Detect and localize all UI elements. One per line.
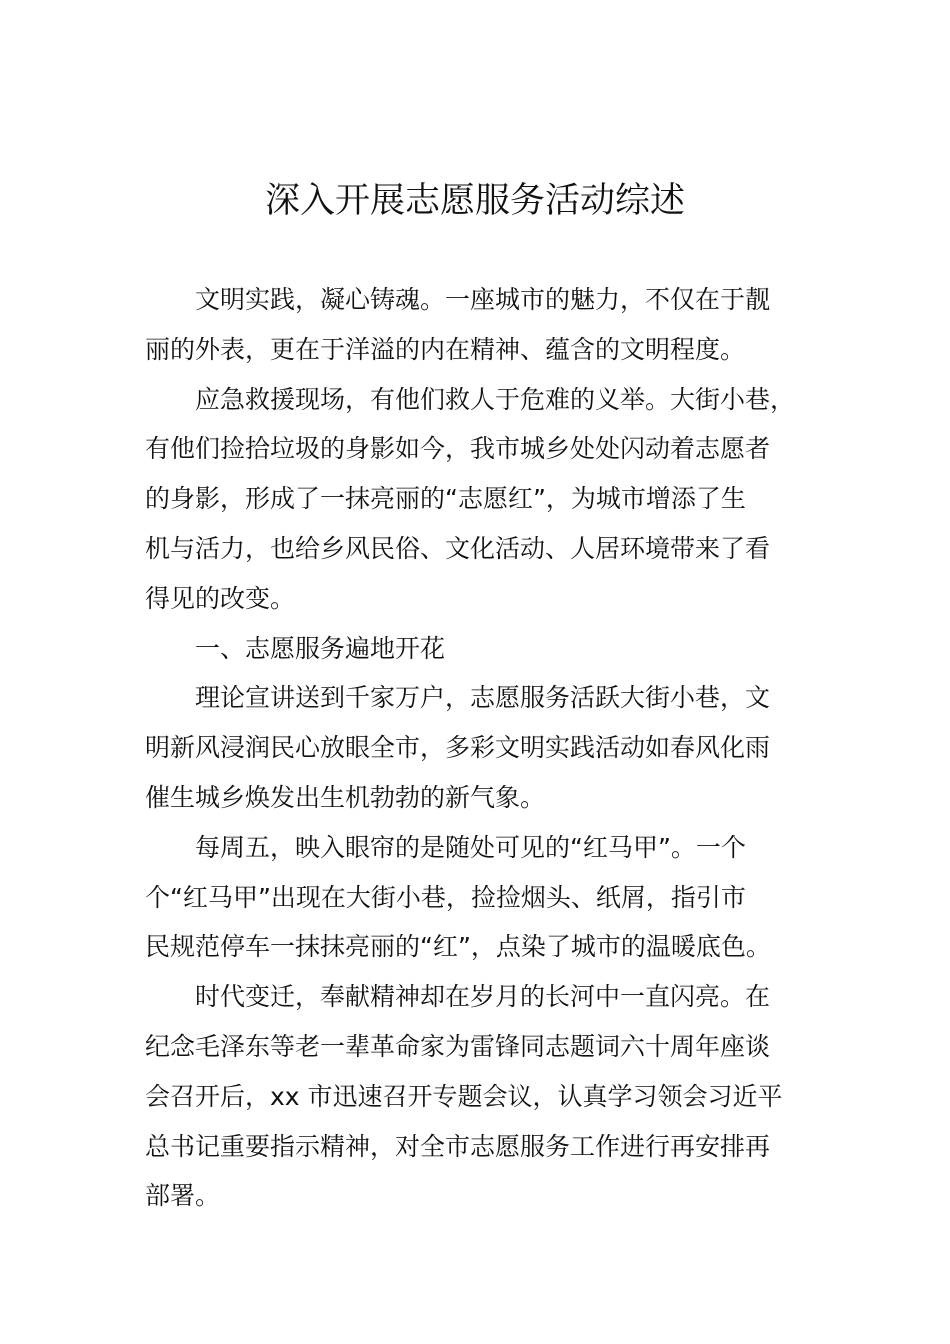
paragraph-line: 的身影，形成了一抹亮丽的“志愿红”，为城市增添了生 xyxy=(145,484,746,514)
document-body xyxy=(145,275,837,1221)
document-title: 深入开展志愿服务活动综述 xyxy=(264,181,685,221)
section-heading: 一、志愿服务遍地开花 xyxy=(195,633,446,663)
paragraph-line: 总书记重要指示精神，对全市志愿服务工作进行再安排再 xyxy=(145,1131,771,1161)
paragraph-line: 得见的改变。 xyxy=(145,583,296,613)
paragraph-line: 每周五，映入眼帘的是随处可见的“红马甲”。一个 xyxy=(195,832,746,862)
paragraph-line: 丽的外表，更在于洋溢的内在精神、蕴含的文明程度。 xyxy=(145,334,746,364)
paragraph-line: 催生城乡焕发出生机勃勃的新气象。 xyxy=(145,782,546,812)
paragraph-line: 会召开后，xx 市迅速召开专题会议，认真学习领会习近平 xyxy=(145,1081,783,1111)
paragraph-line: 明新风浸润民心放眼全市，多彩文明实践活动如春风化雨 xyxy=(145,733,771,763)
paragraph-line: 有他们捡拾垃圾的身影如今，我市城乡处处闪动着志愿者 xyxy=(145,434,771,464)
paragraph-line: 个“红马甲”出现在大街小巷，捡捡烟头、纸屑，指引市 xyxy=(145,882,746,912)
paragraph-line: 机与活力，也给乡风民俗、文化活动、人居环境带来了看 xyxy=(145,533,771,563)
paragraph-line: 部署。 xyxy=(145,1181,221,1211)
paragraph-line: 纪念毛泽东等老一辈革命家为雷锋同志题词六十周年座谈 xyxy=(145,1031,771,1061)
paragraph-line: 应急救援现场，有他们救人于危难的义举。大街小巷， xyxy=(195,384,796,414)
paragraph-line: 文明实践，凝心铸魂。一座城市的魅力，不仅在于靓 xyxy=(195,285,771,314)
paragraph-line: 民规范停车一抹抹亮丽的“红”，点染了城市的温暖底色。 xyxy=(145,932,771,962)
paragraph-line: 时代变迁，奉献精神却在岁月的长河中一直闪亮。在 xyxy=(195,982,771,1012)
paragraph-line: 理论宣讲送到千家万户，志愿服务活跃大街小巷，文 xyxy=(195,683,771,713)
